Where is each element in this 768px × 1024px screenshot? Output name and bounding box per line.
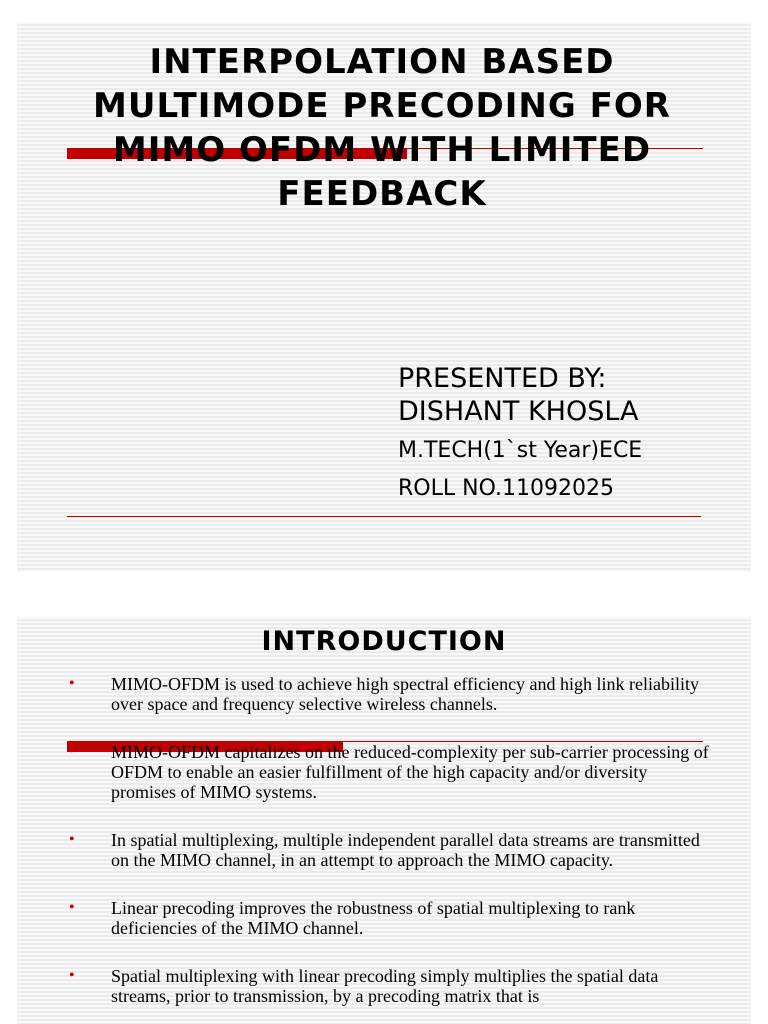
bullet-text: Spatial multiplexing with linear precoding simply multiplies the spatial data streams, prior to transmission, by a precoding matrix that is (111, 966, 659, 1006)
bullet-text: MIMO-OFDM capitalizes on the reduced-complexity per sub-carrier processing of OFDM to enable an easier fulfillment of the high capacity and/or diversity promises of MIMO systems. (111, 742, 709, 802)
slide-title: INTERPOLATION BASED MULTIMODE PRECODING FOR MIMO OFDM WITH LIMITED FEEDBACK (93, 42, 671, 214)
slide-title: INTRODUCTION (261, 626, 507, 657)
bullet-icon: • (69, 967, 75, 984)
course-text: M.TECH(1`st Year)ECE (398, 438, 643, 463)
list-item (69, 898, 709, 938)
bullet-icon: • (69, 743, 75, 760)
bullet-text: In spatial multiplexing, multiple independent parallel data streams are transmitted on the MIMO channel, in an attempt to approach the MIMO capacity. (111, 830, 700, 870)
bullet-text: Linear precoding improves the robustness of spatial multiplexing to rank deficiencies of the MIMO channel. (111, 898, 636, 938)
roll-number: ROLL NO.11092025 (398, 476, 614, 501)
list-item (69, 742, 709, 802)
presenter-name: DISHANT KHOSLA (398, 396, 639, 427)
bullet-icon: • (69, 675, 75, 692)
presenter-block (398, 362, 642, 504)
introduction-slide (17, 617, 751, 1024)
list-item (69, 966, 709, 1006)
presented-by-label: PRESENTED BY: (398, 363, 607, 394)
bullet-list (69, 674, 709, 1024)
bullet-icon: • (69, 831, 75, 848)
bullet-text: MIMO-OFDM is used to achieve high spectral efficiency and high link reliability over space and frequency selective wireless channels. (111, 674, 700, 714)
list-item (69, 674, 709, 714)
bullet-icon: • (69, 899, 75, 916)
title-slide (17, 22, 751, 572)
list-item (69, 830, 709, 870)
bottom-divider (67, 516, 701, 517)
